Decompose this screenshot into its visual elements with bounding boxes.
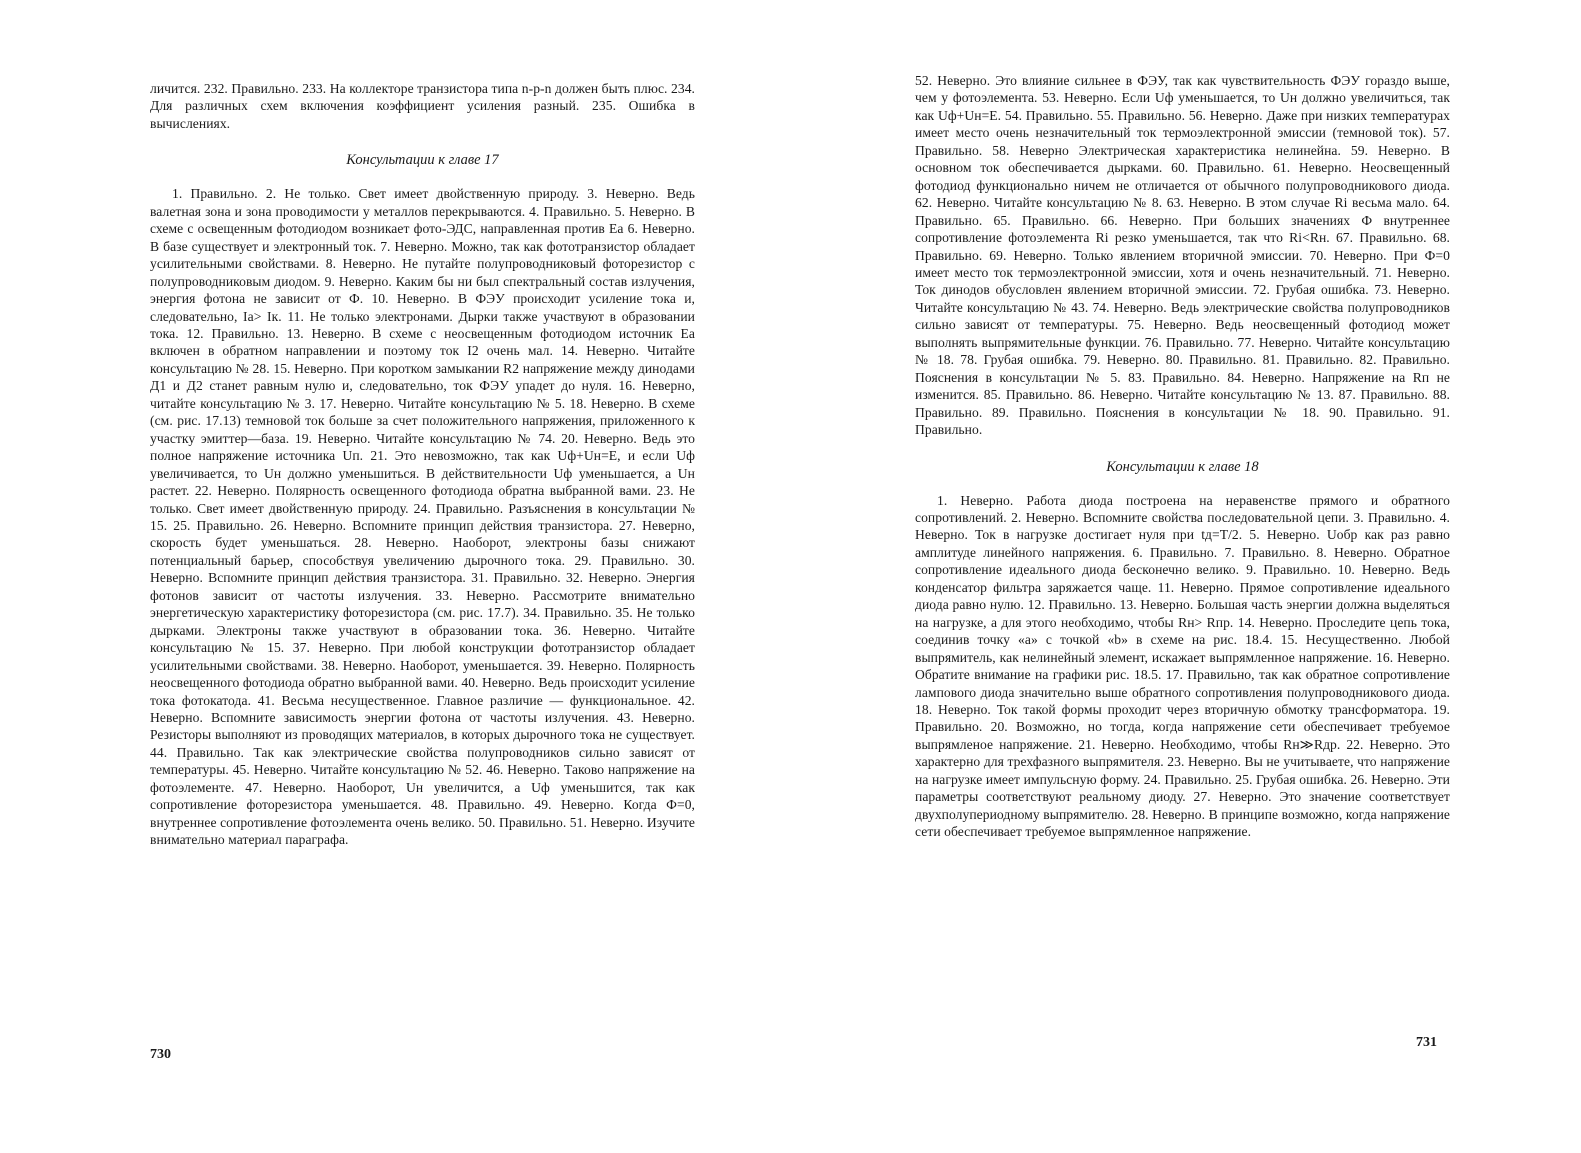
left-continuation-text: личится. 232. Правильно. 233. На коллекторе транзистора типа n-p-n должен быть плюс. 234. Для различных схем включения коэффициент усиления разный. 235. Ошибка в вычислениях. xyxy=(150,81,695,131)
left-page-number: 730 xyxy=(150,1047,171,1062)
right-continuation-text: 52. Неверно. Это влияние сильнее в ФЭУ, так как чувствительность ФЭУ гораздо выше, чем у фотоэлемента. 53. Неверно. Если Uф уменьшается, то Uн должно увеличиться, так как Uф+Uн=E. 54. Правильно. 55. Правильно. 56. Неверно. Даже при низких температурах имеет место очень незначительный ток термоэлектронной эмиссии (темновой ток). 57. Правильно. 58. Неверно Электрическая характеристика нелинейна. 59. Неверно. В основном ток обеспечивается дырками. 60. Правильно. 61. Неверно. Неосвещенный фотодиод функционально ничем не отличается от обычного полупроводникового диода. 62. Неверно. Читайте консультацию № 8. 63. Неверно. В этом случае Ri весьма мало. 64. Правильно. 65. Правильно. 66. Неверно. При больших значениях Ф внутреннее сопротивление фотоэлемента Ri резко уменьшается, так что Ri<Rн. 67. Правильно. 68. Правильно. 69. Неверно. Только явлением вторичной эмиссии. 70. Неверно. При Ф=0 имеет место ток термоэлектронной эмиссии, хотя и очень незначительный. 71. Неверно. Ток динодов обусловлен явлением вторичной эмиссии. 72. Грубая ошибка. 73. Неверно. Читайте консультацию № 43. 74. Неверно. Ведь электрические свойства полупроводников сильно зависят от температуры. 75. Неверно. Ведь неосвещенный фотодиод может выполнять выпрямительные функции. 76. Правильно. 77. Неверно. Читайте консультацию № 18. 78. Грубая ошибка. 79. Неверно. 80. Правильно. 81. Правильно. 82. Правильно. Пояснения в консультации № 5. 83. Правильно. 84. Неверно. Напряжение на Rп не изменится. 85. Правильно. 86. Неверно. Читайте консультацию № 13. 87. Правильно. 88. Правильно. 89. Правильно. Пояснения в консультации № 18. 90. Правильно. 91. Правильно. xyxy=(915,73,1450,438)
right-page-number: 731 xyxy=(1416,1035,1437,1050)
chapter-17-heading: Консультации к главе 17 xyxy=(346,152,499,169)
chapter-18-heading: Консультации к главе 18 xyxy=(1106,458,1259,475)
left-page xyxy=(150,80,695,849)
right-page xyxy=(915,72,1450,841)
chapter-17-consultations-text: 1. Правильно. 2. Не только. Свет имеет двойственную природу. 3. Неверно. Ведь валетная зона и зона проводимости у металлов перекрываются. 4. Правильно. 5. Неверно. В схеме с освещенным фотодиодом возникает фото-ЭДС, направленная против Eа 6. Неверно. В базе существует и электронный ток. 7. Неверно. Можно, так как фототранзистор обладает усилительными свойствами. 8. Неверно. Не путайте полупроводниковый фоторезистор с полупроводниковым диодом. 9. Неверно. Каким бы ни был спектральный состав излучения, энергия фотона не зависит от Ф. 10. Неверно. В ФЭУ происходит усиление тока и, следовательно, Iа> Iк. 11. Не только электронами. Дырки также участвуют в образовании тока. 12. Правильно. 13. Неверно. В схеме с неосвещенным фотодиодом источник Eа включен в обратном направлении и поэтому ток I2 очень мал. 14. Неверно. Читайте консультацию № 28. 15. Неверно. При коротком замыкании R2 напряжение между динодами Д1 и Д2 станет равным нулю и, следовательно, ток ФЭУ упадет до нуля. 16. Неверно, читайте консультацию № 3. 17. Неверно. Читайте консультацию № 5. 18. Неверно. В схеме (см. рис. 17.13) темновой ток больше за счет положительного напряжения, приложенного к участку эмиттер—база. 19. Неверно. Читайте консультацию № 74. 20. Неверно. Ведь это полное напряжение источника Uп. 21. Это невозможно, так как Uф+Uн=E, и если Uф увеличивается, то Uн должно уменьшиться. В действительности Uф уменьшается, а Uн растет. 22. Неверно. Полярность освещенного фотодиода обратна выбранной вами. 23. Не только. Свет имеет двойственную природу. 24. Правильно. Разъяснения в консультации № 15. 25. Правильно. 26. Неверно. Вспомните принцип действия транзистора. 27. Неверно, скорость будет уменьшаться. 28. Неверно. Наоборот, электроны базы снижают потенциальный барьер, способствуя увеличению дырочного тока. 29. Правильно. 30. Неверно. Вспомните принцип действия транзистора. 31. Правильно. 32. Неверно. Энергия фотонов зависит от частоты излучения. 33. Неверно. Рассмотрите внимательно энергетическую характеристику фоторезистора (см. рис. 17.7). 34. Правильно. 35. Не только дырками. Электроны также участвуют в образовании тока. 36. Неверно. Читайте консультацию № 15. 37. Неверно. При любой конструкции фототранзистор обладает усилительными свойствами. 38. Неверно. Наоборот, уменьшается. 39. Неверно. Полярность неосвещенного фотодиода обратно выбранной вами. 40. Неверно. Ведь происходит усиление тока фотокатода. 41. Весьма несущественное. Главное различие — функциональное. 42. Неверно. Вспомните зависимость энергии фотона от частоты излучения. 43. Неверно. Резисторы выполняют из проводящих материалов, в которых дырочного тока не существует. 44. Правильно. Так как электрические свойства полупроводников сильно зависят от температуры. 45. Неверно. Читайте консультацию № 52. 46. Неверно. Таково напряжение на фотоэлементе. 47. Неверно. Наоборот, Uн увеличится, а Uф уменьшится, так как сопротивление фоторезистора уменьшается. 48. Правильно. 49. Неверно. Когда Ф=0, внутреннее сопротивление фотоэлемента очень велико. 50. Правильно. 51. Неверно. Изучите внимательно материал параграфа. xyxy=(150,186,695,848)
chapter-18-consultations-text: 1. Неверно. Работа диода построена на неравенстве прямого и обратного сопротивлений. 2. Неверно. Вспомните свойства последовательной цепи. 3. Правильно. 4. Неверно. Ток в нагрузке достигает нуля при tд=T/2. 5. Неверно. Uобр как раз равно амплитуде линейного напряжения. 6. Правильно. 7. Правильно. 8. Неверно. Обратное сопротивление идеального диода бесконечно велико. 9. Правильно. 10. Неверно. Ведь конденсатор фильтра заряжается чаще. 11. Неверно. Прямое сопротивление идеального диода равно нулю. 12. Правильно. 13. Неверно. Большая часть энергии должна выделяться на нагрузке, а для этого необходимо, чтобы Rн> Rпр. 14. Неверно. Проследите цепь тока, соединив точку «a» с точкой «b» в схеме на рис. 18.4. 15. Несущественно. Любой выпрямитель, как нелинейный элемент, искажает выпрямленное напряжение. 16. Неверно. Обратите внимание на графики рис. 18.5. 17. Правильно, так как обратное сопротивление лампового диода значительно выше обратного сопротивления полупроводникового диода. 18. Неверно. Ток такой формы проходит через вторичную обмотку трансформатора. 19. Правильно. 20. Возможно, но тогда, когда напряжение сети обеспечивает требуемое выпрямленое напряжение. 21. Неверно. Необходимо, чтобы Rн≫Rдр. 22. Неверно. Это характерно для трехфазного выпрямителя. 23. Неверно. Вы не учитываете, что напряжение на нагрузке имеет импульсную форму. 24. Правильно. 25. Грубая ошибка. 26. Неверно. Эти параметры соответствуют реальному диоду. 27. Неверно. Это значение соответствует двухполупериодному выпрямителю. 28. Неверно. В принципе возможно, когда напряжение сети обеспечивает требуемое выпрямленное напряжение. xyxy=(915,492,1450,840)
